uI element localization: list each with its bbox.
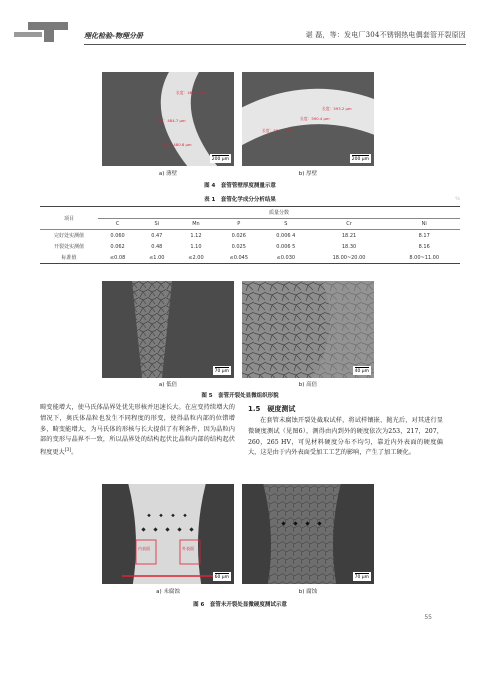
fig6a-label: a) 未腐蚀 <box>156 589 180 595</box>
fig5a-micrograph <box>102 281 234 378</box>
fig4-caption: 图 4 套管管壁厚度测量示意 <box>204 183 276 189</box>
fig6a-hardness-indents <box>102 484 234 584</box>
fig5b-microstructure <box>242 281 374 378</box>
fig6b-micrograph <box>242 484 374 584</box>
table1-caption: 表 1 套管化学成分分析结果 <box>204 197 276 203</box>
fig5b-scale: 40 μm <box>353 366 371 375</box>
outer-surface-label: 外表面 <box>182 546 194 551</box>
fig5b-label: b) 高倍 <box>298 382 318 388</box>
table1-row-header: 项目 <box>40 207 98 230</box>
fig6b-scale: 70 μm <box>353 572 371 581</box>
header-rule <box>84 44 466 45</box>
table1-unit: % <box>455 196 460 202</box>
table-row: 完好处实测值 0.060 0.47 1.12 0.026 0.006 4 18.21 8.17 <box>40 230 460 242</box>
table1-col: Ni <box>421 221 427 227</box>
journal-logo <box>14 22 84 42</box>
table1-col: P <box>237 221 241 227</box>
fig4b-meas-1: 长度：593.2 μm <box>322 106 352 111</box>
table-row: 开裂处实测值 0.062 0.48 1.10 0.025 0.006 5 18.30 8.16 <box>53 243 430 250</box>
journal-name: 理化检验-物理分册 <box>84 32 143 40</box>
fig5a-label: a) 低倍 <box>158 382 178 388</box>
fig4a-meas-3: 长度：480.8 μm <box>162 142 192 147</box>
inner-surface-label: 内表面 <box>138 546 150 551</box>
fig6b-label: b) 腐蚀 <box>298 589 318 595</box>
fig5a-scale: 70 μm <box>213 366 231 375</box>
left-paragraph <box>40 403 235 459</box>
table1-col: Si <box>154 221 160 227</box>
table1 <box>40 206 460 264</box>
fig4a-scale: 200 μm <box>210 154 231 163</box>
fig5a-microstructure <box>102 281 234 378</box>
left-paragraph-text: 畸变能增大，使马氏体晶界处优先形核并迅速长大。在应变持续增大的情况下，奥氏体晶粒也发生不同程度的形变，使得晶粒内部的位错增多，畸变能增大，为马氏体的形核与长大提供了有利条件，因为晶粒内部的变形与晶界不一致，所以晶界处的结构起伏比晶粒内部的结构起伏程度更大 <box>40 404 235 457</box>
page-number: 55 <box>424 614 432 621</box>
citation-3: [3] <box>64 448 72 454</box>
fig4b-meas-3: 长度：581.2 μm <box>262 128 292 133</box>
fig4b-meas-2: 长度：590.4 μm <box>300 116 330 121</box>
right-paragraph: 在套管未腐蚀开裂处截取试样，将试样镶嵌、抛光后，对其进行显微硬度测试（见图6），测得由内到外的硬度依次为253，217，207，260，265 HV，可见材料硬度分布不均匀，靠近内外表面的硬度偏大，这是由于内外表面受加工工艺的影响，产生了加工硬化。 <box>248 417 443 457</box>
fig6a-scale: 60 μm <box>213 572 231 581</box>
table1-col: S <box>284 221 288 227</box>
fig6a-micrograph <box>102 484 234 584</box>
table1-col: Cr <box>346 221 352 227</box>
page-header <box>14 20 466 50</box>
fig4b-scale: 200 μm <box>350 154 371 163</box>
table1-col: C <box>115 221 120 227</box>
table-row: 标准值 ≤0.08 ≤1.00 ≤2.00 ≤0.045 ≤0.030 18.00~20.00 8.00~11.00 <box>40 252 460 264</box>
fig4a-label: a) 薄壁 <box>158 171 178 177</box>
fig5-caption: 图 5 套管开裂处显微组织形貌 <box>201 393 279 399</box>
fig4a-meas-2: 长度：484.7 μm <box>156 118 186 123</box>
running-title: 谌 磊，等：发电厂304不锈钢热电偶套管开裂原因 <box>305 31 466 39</box>
fig6-caption: 图 6 套管未开裂处显微硬度测试示意 <box>193 602 287 608</box>
table1-group-header: 质量分数 <box>98 207 460 219</box>
left-paragraph-end: 。 <box>71 449 78 457</box>
fig4b-micrograph <box>242 72 374 166</box>
section-1-5-title: 1.5 硬度测试 <box>248 405 296 413</box>
fig4a-meas-1: 长度：488.0 μm <box>176 90 206 95</box>
fig4a-micrograph <box>102 72 234 166</box>
fig4b-label: b) 厚壁 <box>298 171 318 177</box>
table1-col: Mn <box>192 221 200 227</box>
fig6b-hardness-indents <box>242 484 374 584</box>
fig5b-micrograph <box>242 281 374 378</box>
